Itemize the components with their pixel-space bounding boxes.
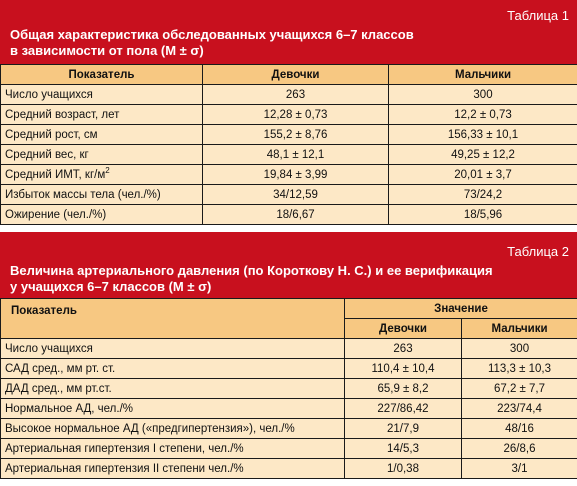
row-label: Нормальное АД, чел./% xyxy=(1,399,345,419)
row-label-text: Средний ИМТ, кг/м xyxy=(5,168,106,181)
girls-value: 21/7,9 xyxy=(345,419,462,439)
table-1-title-line-2: в зависимости от пола (М ± σ) xyxy=(10,43,204,58)
girls-value: 65,9 ± 8,2 xyxy=(345,379,462,399)
table-row xyxy=(1,125,577,145)
row-label: Артериальная гипертензия I степени, чел./% xyxy=(1,439,345,459)
row-label: Число учащихся xyxy=(1,85,203,105)
table-2-section xyxy=(0,232,577,479)
table-2 xyxy=(0,298,577,479)
table-row xyxy=(1,339,577,359)
girls-value: 227/86,42 xyxy=(345,399,462,419)
table-row xyxy=(1,459,577,479)
girls-value: 48,1 ± 12,1 xyxy=(203,145,389,165)
table-1-title xyxy=(10,27,414,59)
boys-value: 48/16 xyxy=(462,419,577,439)
row-label: Артериальная гипертензия II степени чел./% xyxy=(1,459,345,479)
table-2-title-line-1: Величина артериального давления (по Короткову Н. С.) и ее верификация xyxy=(10,263,493,278)
column-header-value: Значение xyxy=(345,299,577,319)
table-row xyxy=(1,205,577,225)
column-header-boys: Мальчики xyxy=(389,65,577,85)
boys-value: 26/8,6 xyxy=(462,439,577,459)
girls-value: 19,84 ± 3,99 xyxy=(203,165,389,185)
row-label: Ожирение (чел./%) xyxy=(1,205,203,225)
table-2-title xyxy=(10,263,493,295)
table-2-title-line-2: у учащихся 6–7 классов (М ± σ) xyxy=(10,279,212,294)
boys-value: 3/1 xyxy=(462,459,577,479)
table-1-label: Таблица 1 xyxy=(507,8,569,23)
row-label: Средний рост, см xyxy=(1,125,203,145)
table-1-title-line-1: Общая характеристика обследованных учащихся 6–7 классов xyxy=(10,27,414,42)
table-1-header-row xyxy=(1,65,577,85)
girls-value: 18/6,67 xyxy=(203,205,389,225)
table-1-section xyxy=(0,0,577,225)
boys-value: 113,3 ± 10,3 xyxy=(462,359,577,379)
girls-value: 110,4 ± 10,4 xyxy=(345,359,462,379)
girls-value: 12,28 ± 0,73 xyxy=(203,105,389,125)
girls-value: 34/12,59 xyxy=(203,185,389,205)
superscript: 2 xyxy=(105,165,110,175)
row-label: Избыток массы тела (чел./%) xyxy=(1,185,203,205)
row-label: Число учащихся xyxy=(1,339,345,359)
table-row xyxy=(1,439,577,459)
row-label: Высокое нормальное АД («предгипертензия»), чел./% xyxy=(1,419,345,439)
girls-value: 263 xyxy=(203,85,389,105)
table-2-header-row-1 xyxy=(1,299,577,319)
table-row xyxy=(1,399,577,419)
table-2-header xyxy=(0,232,577,298)
table-row xyxy=(1,379,577,399)
boys-value: 156,33 ± 10,1 xyxy=(389,125,577,145)
boys-value: 20,01 ± 3,7 xyxy=(389,165,577,185)
table-row xyxy=(1,185,577,205)
table-row xyxy=(1,359,577,379)
column-header-boys: Мальчики xyxy=(462,319,577,339)
table-row xyxy=(1,165,577,185)
column-header-indicator: Показатель xyxy=(1,299,345,339)
table-row xyxy=(1,85,577,105)
row-label: ДАД сред., мм рт.ст. xyxy=(1,379,345,399)
boys-value: 12,2 ± 0,73 xyxy=(389,105,577,125)
table-1-header xyxy=(0,0,577,64)
boys-value: 300 xyxy=(389,85,577,105)
table-row xyxy=(1,105,577,125)
column-header-indicator: Показатель xyxy=(1,65,203,85)
girls-value: 1/0,38 xyxy=(345,459,462,479)
boys-value: 49,25 ± 12,2 xyxy=(389,145,577,165)
table-2-label: Таблица 2 xyxy=(507,244,569,259)
column-header-girls: Девочки xyxy=(345,319,462,339)
girls-value: 155,2 ± 8,76 xyxy=(203,125,389,145)
boys-value: 300 xyxy=(462,339,577,359)
table-1 xyxy=(0,64,577,225)
girls-value: 14/5,3 xyxy=(345,439,462,459)
table-row xyxy=(1,419,577,439)
row-label: Средний возраст, лет xyxy=(1,105,203,125)
boys-value: 18/5,96 xyxy=(389,205,577,225)
row-label: САД сред., мм рт. ст. xyxy=(1,359,345,379)
table-row xyxy=(1,145,577,165)
boys-value: 67,2 ± 7,7 xyxy=(462,379,577,399)
boys-value: 223/74,4 xyxy=(462,399,577,419)
girls-value: 263 xyxy=(345,339,462,359)
column-header-girls: Девочки xyxy=(203,65,389,85)
boys-value: 73/24,2 xyxy=(389,185,577,205)
row-label: Средний вес, кг xyxy=(1,145,203,165)
row-label xyxy=(1,165,203,185)
